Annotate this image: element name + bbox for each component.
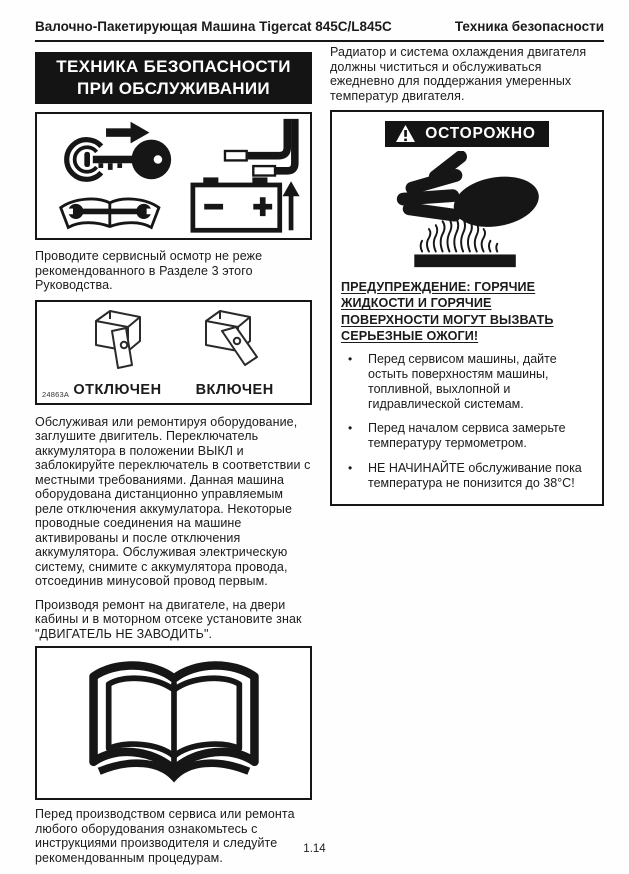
hot-surface-illustration bbox=[341, 151, 593, 273]
header-left-title: Валочно-Пакетирующая Машина Tigercat 845C/L845C bbox=[35, 19, 392, 34]
page-number: 1.14 bbox=[303, 843, 326, 855]
left-column bbox=[35, 52, 312, 865]
warning-banner-label: ОСТОРОЖНО bbox=[425, 124, 536, 142]
warning-bullet-text: Перед началом сервиса замерьте температуру термометром. bbox=[368, 421, 566, 451]
battery-switch-illustration bbox=[35, 300, 312, 405]
ignition-key-battery-manual-icon bbox=[45, 117, 303, 235]
warning-heading: ПРЕДУПРЕЖДЕНИЕ: ГОРЯЧИЕ ЖИДКОСТИ И ГОРЯЧИЕ ПОВЕРХНОСТИ МОГУТ ВЫЗВАТЬ СЕРЬЕЗНЫЕ ОЖОГИ! bbox=[341, 280, 554, 344]
paragraph-manufacturer-instructions: Перед производством сервиса или ремонта любого оборудования ознакомьтесь с инструкциями производителя и следуйте рекомендованным процедурам. bbox=[35, 807, 295, 865]
safety-title-line2: ПРИ ОБСЛУЖИВАНИИ bbox=[77, 79, 270, 98]
switch-label-off: ОТКЛЮЧЕН bbox=[73, 381, 162, 398]
switch-labels bbox=[37, 382, 310, 398]
warning-bullet-text: НЕ НАЧИНАЙТЕ обслуживание пока температура не понизится до 38°C! bbox=[368, 460, 582, 490]
paragraph-service-inspection: Проводите сервисный осмотр не реже рекомендованного в Разделе 3 этого Руководства. bbox=[35, 249, 263, 292]
hot-surfaces-warning-box bbox=[330, 110, 604, 506]
bullet-marker: • bbox=[348, 352, 353, 367]
illustration-ref-number: 24863A bbox=[42, 389, 70, 399]
hot-surface-hand-icon bbox=[378, 151, 556, 273]
safety-title-line1: ТЕХНИКА БЕЗОПАСНОСТИ bbox=[56, 56, 291, 76]
warning-banner bbox=[385, 121, 548, 147]
switch-label-on: ВКЛЮЧЕН bbox=[195, 381, 274, 398]
warning-bullet-item bbox=[341, 421, 593, 451]
warning-bullet-item bbox=[341, 352, 593, 411]
paragraph-radiator-cooling: Радиатор и система охлаждения двигателя должны чиститься и обслуживаться ежедневно для поддержания умеренных температур двигателя. bbox=[330, 45, 587, 103]
wrench-book-icon bbox=[60, 199, 158, 227]
warning-bullet-text: Перед сервисом машины, дайте остыть поверхностям машины, топливной, выхлопной и гидравлической системам. bbox=[368, 352, 557, 411]
warning-bullet-item bbox=[341, 461, 593, 491]
battery-disconnect-switch-icons bbox=[54, 307, 294, 373]
paragraph-do-not-start-sign: Производя ремонт на двигателе, на двери кабины и в моторном отсеке установите знак "ДВИГАТЕЛЬ НЕ ЗАВОДИТЬ". bbox=[35, 597, 302, 641]
battery-icon bbox=[192, 177, 279, 230]
warning-bullet-list bbox=[341, 352, 593, 490]
header-right-title: Техника безопасности bbox=[454, 19, 604, 34]
open-book-icon bbox=[74, 652, 274, 794]
bullet-marker: • bbox=[348, 421, 353, 436]
bullet-marker: • bbox=[348, 460, 353, 475]
page-header bbox=[35, 19, 604, 42]
manual-book-illustration bbox=[35, 646, 312, 800]
right-column bbox=[330, 45, 604, 506]
safety-title-box bbox=[35, 52, 312, 104]
warning-triangle-icon bbox=[395, 124, 416, 143]
battery-switch-on-icon bbox=[206, 311, 257, 365]
paragraph-battery-disconnect: Обслуживая или ремонтируя оборудование, заглушите двигитель. Переключатель аккумулятора в положении ВЫКЛ и заблокируйте переключатель в соответствии с местными требованиями. Данная машина оборудована дистанционно управляемым реле отключения аккумулатора. Некоторые проводные соединения на машине активированы и после отключения аккумулятора. Обслуживая электрическую систему, снимите с аккумулятора провода, отсоединив минусовой провод первым. bbox=[35, 414, 311, 588]
battery-switch-off-icon bbox=[96, 311, 140, 368]
key-battery-manual-illustration bbox=[35, 112, 312, 240]
